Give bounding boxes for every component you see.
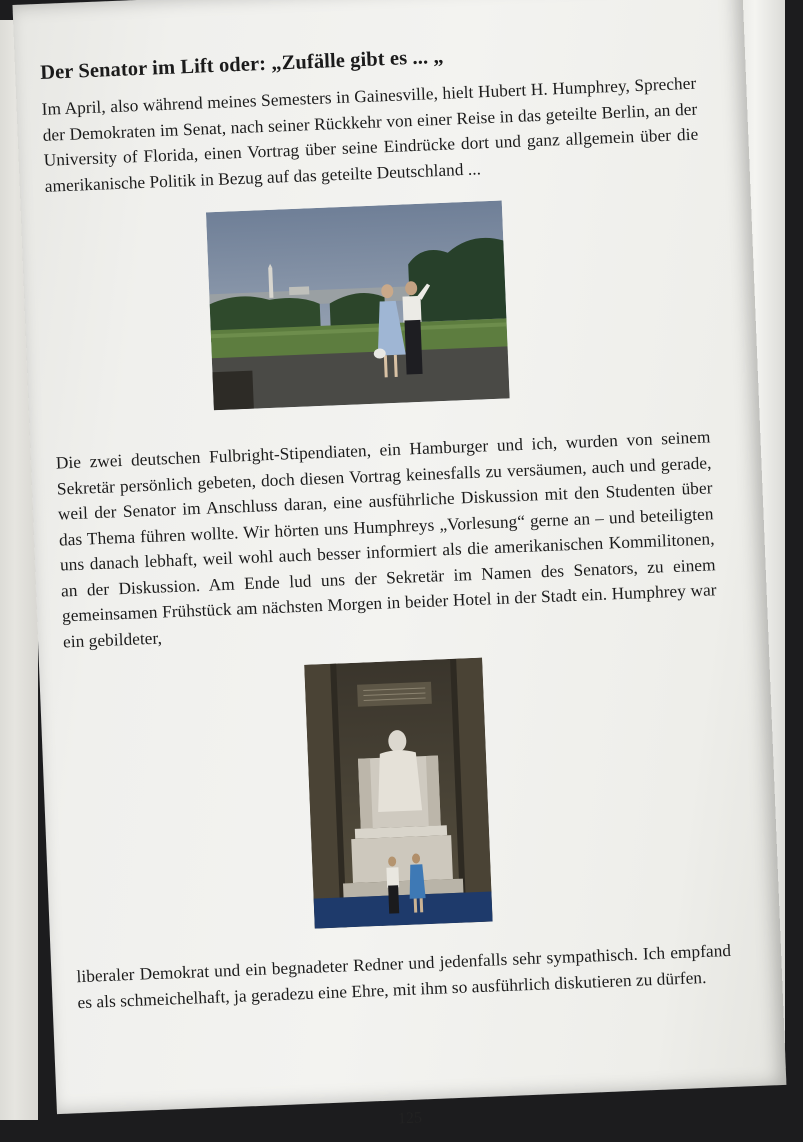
- page-content: [39, 36, 733, 1128]
- paragraph-1: Im April, also während meines Semesters in Gainesville, hielt Hubert H. Humphrey, Sprecher der Demokraten im Senat, nach seiner Rückkehr von einer Reise in das geteilte Berlin, an der University of Florida, einen Vortrag über seine Eindrücke dort und ganz allgemein über die amerikanische Politik in Bezug auf das geteilte Deutschland ...: [41, 73, 699, 196]
- photo-lincoln-memorial: [304, 658, 492, 929]
- photo-couple-washington: [206, 201, 510, 411]
- photo-couple-washington-image: [206, 201, 510, 411]
- page-number: 125: [397, 1109, 423, 1128]
- paragraph-2: Die zwei deutschen Fulbright-Stipendiaten, ein Hamburger und ich, wurden von seinem Sekretär persönlich gebeten, doch diesen Vortrag keinesfalls zu versäumen, auch und gerade, weil der Senator im Anschluss daran, eine ausführliche Diskussion mit den Studenten über das Thema führen wollte. Wir hörten uns Humphreys „Vorlesung“ gerne an – und beteiligten uns danach lebhaft, weil wohl auch besser informiert als die amerikanischen Kommilitonen, an der Diskussion. Am Ende lud uns der Sekretär im Namen des Senators, zu einem gemeinsamen Frühstück am nächsten Morgen in beider Hotel in der Stadt ein. Humphrey war ein gebildeter,: [55, 427, 717, 651]
- paragraph-3: liberaler Demokrat und ein begnadeter Redner und jedenfalls sehr sympathisch. Ich empfand es als schmeichelhaft, ja geradezu eine Ehre, mit ihm so ausführlich diskutieren zu dürfen.: [76, 940, 732, 1012]
- book-page: [12, 0, 786, 1128]
- chapter-title: Der Senator im Lift oder: „Zufälle gibt es ... „: [39, 45, 445, 84]
- photo-lincoln-memorial-image: [304, 658, 492, 929]
